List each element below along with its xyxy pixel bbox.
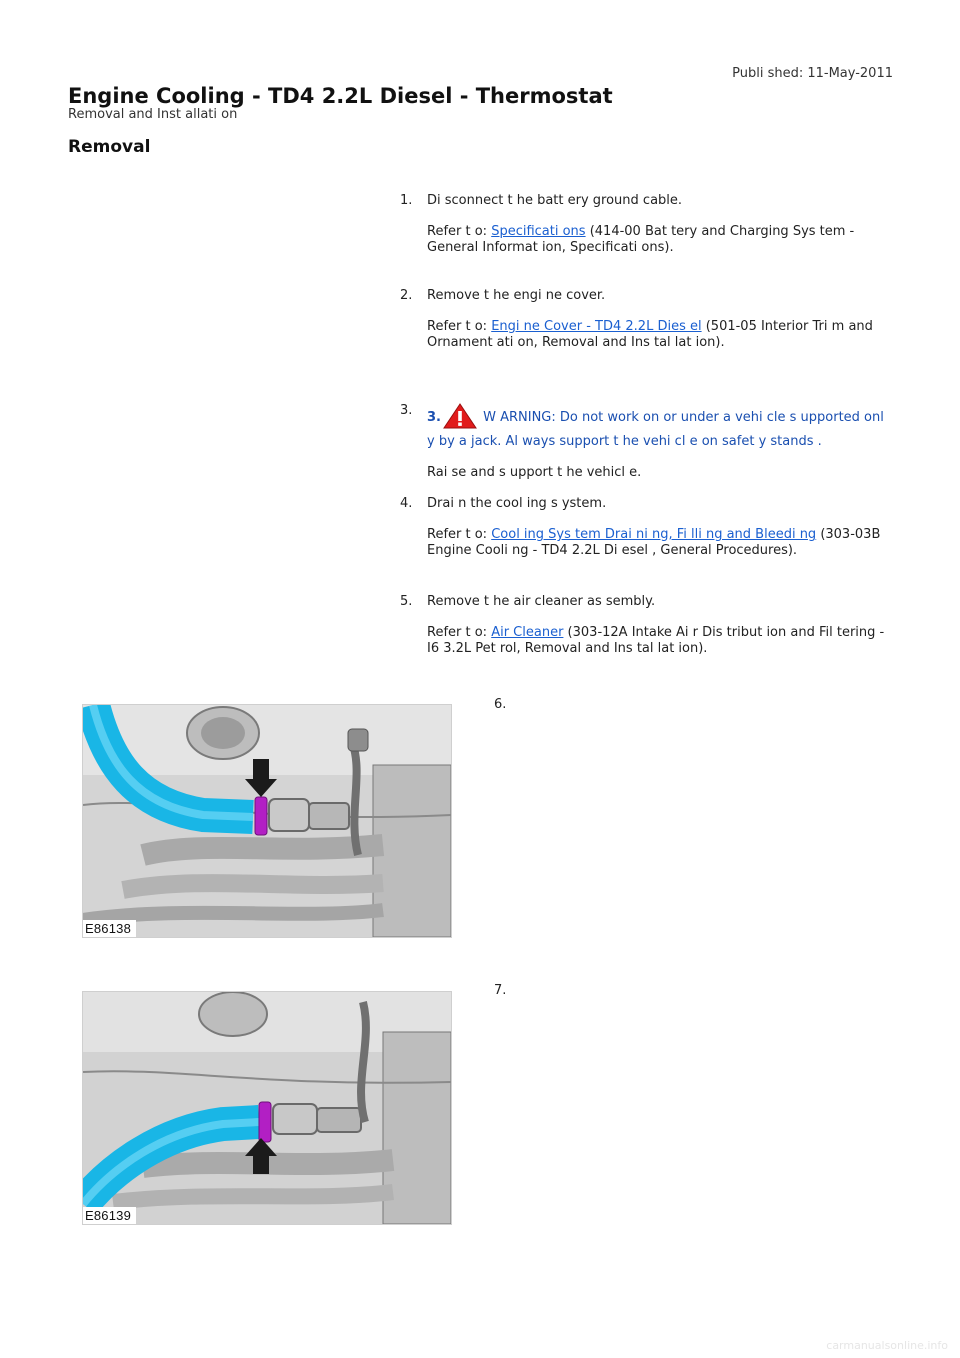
step-5 [400, 594, 890, 657]
refer-suffix: (414-00 Bat tery and Charging Sys tem - General Informat ion, Specificati ons). [427, 224, 855, 255]
figure-e86139 [82, 991, 452, 1225]
link-air-cleaner[interactable]: Air Cleaner [491, 625, 564, 640]
refer-suffix: (303-12A Intake Ai r Dis tribut ion and Fil tering - I6 3.2L Pet rol, Removal and Ins tal lat ion). [427, 625, 885, 656]
refer-prefix: Refer t o: [427, 527, 492, 542]
step-1 [400, 193, 890, 256]
step-number: 1. [400, 193, 413, 208]
refer-suffix: (501-05 Interior Tri m and Ornament ati on, Removal and Ins tal lat ion). [427, 319, 873, 350]
step-instruction: Rai se and s upport t he vehicl e. [427, 465, 642, 480]
figure-e86138 [82, 704, 452, 938]
refer-suffix: (303-03B Engine Cooli ng - TD4 2.2L Di esel , General Procedures). [427, 527, 881, 558]
warning-message: W ARNING: Do not work on or under a vehi cle s upported onl y by a jack. Al ways support t he vehi cl e on safet y stands . [427, 410, 884, 449]
warning-triangle-icon [443, 403, 477, 434]
warning-number: 3. [427, 410, 441, 425]
refer-prefix: Refer t o: [427, 224, 492, 239]
watermark-footer: carmanualsonline.info [826, 1339, 948, 1352]
step-number: 5. [400, 594, 413, 609]
refer-prefix: Refer t o: [427, 625, 492, 640]
published-date: Publi shed: 11-May-2011 [732, 66, 893, 81]
link-engine-cover[interactable]: Engi ne Cover - TD4 2.2L Dies el [491, 319, 702, 334]
step-number: 4. [400, 496, 413, 511]
step-instruction: Remove t he air cleaner as sembly. [427, 594, 656, 609]
step-6-number: 6. [494, 697, 507, 712]
page-title: Engine Cooling - TD4 2.2L Diesel - Thermostat [68, 84, 613, 108]
section-heading-removal: Removal [68, 137, 151, 157]
engine-illustration-hose-top [83, 705, 451, 937]
step-2 [400, 288, 890, 351]
link-specifications[interactable]: Specificati ons [491, 224, 586, 239]
link-cooling-system-draining[interactable]: Cool ing Sys tem Drai ni ng, Fi lli ng and Bleedi ng [491, 527, 817, 542]
step-number: 2. [400, 288, 413, 303]
step-reference [427, 319, 890, 351]
step-4 [400, 496, 890, 559]
step-reference [427, 527, 890, 559]
step-instruction: Di sconnect t he batt ery ground cable. [427, 193, 683, 208]
step-reference [427, 224, 890, 256]
refer-prefix: Refer t o: [427, 319, 492, 334]
step-instruction: Remove t he engi ne cover. [427, 288, 606, 303]
step-7-number: 7. [494, 983, 507, 998]
figure-label: E86138 [83, 920, 136, 937]
step-reference [427, 625, 890, 657]
figure-label: E86139 [83, 1207, 136, 1224]
step-number: 3. [400, 403, 413, 418]
engine-illustration-hose-bottom [83, 992, 451, 1224]
step-3 [400, 403, 890, 481]
page-subtitle: Removal and Inst allati on [68, 107, 238, 122]
step-instruction: Drai n the cool ing s ystem. [427, 496, 607, 511]
warning-text [427, 403, 890, 450]
